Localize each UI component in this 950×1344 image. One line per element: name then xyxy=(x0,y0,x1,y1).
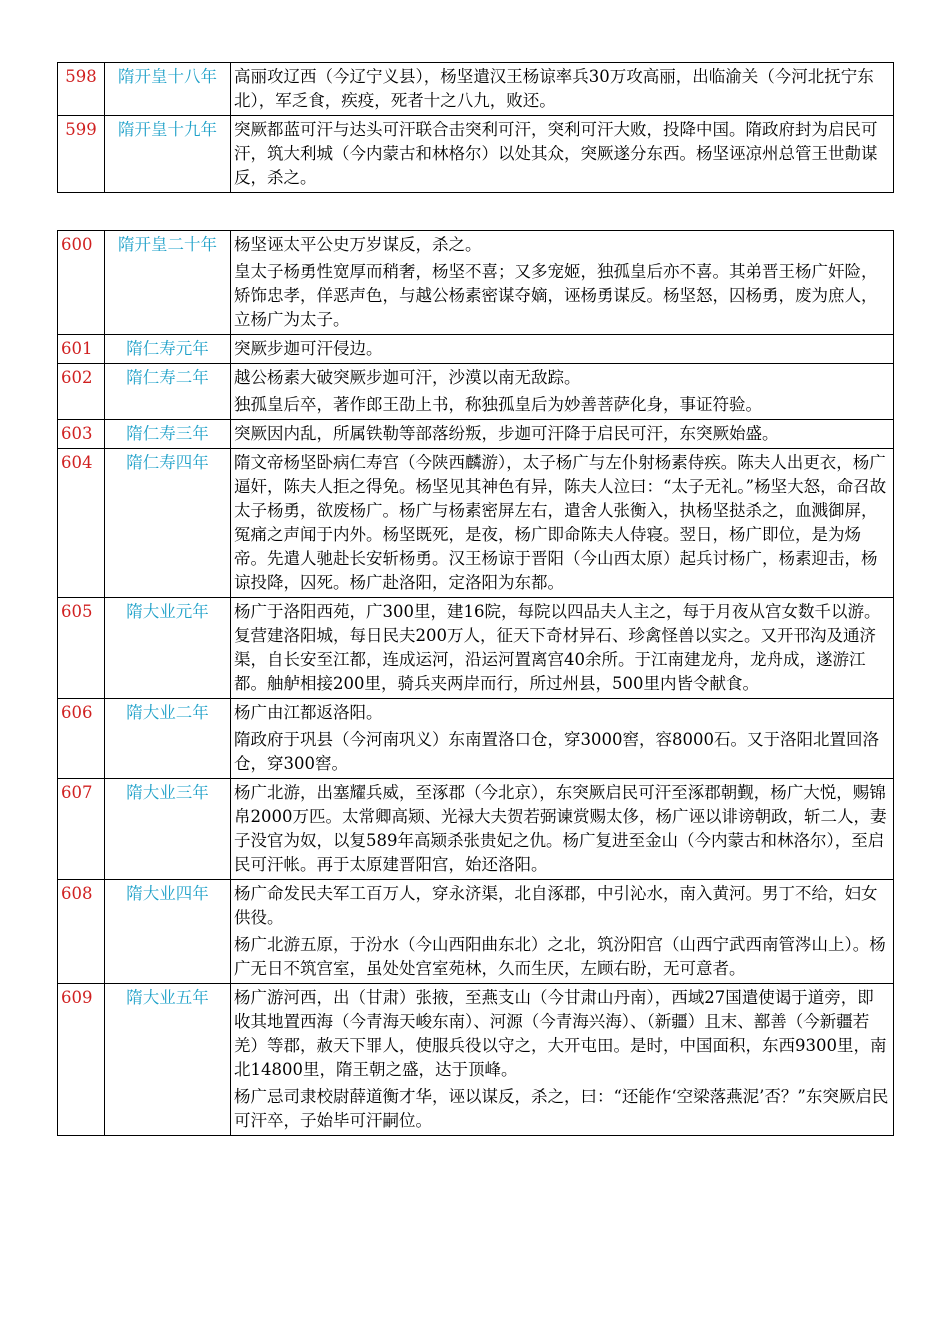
event-paragraph: 越公杨素大破突厥步迦可汗，沙漠以南无敌踪。 xyxy=(234,368,581,387)
event-paragraph: 杨广忌司隶校尉薛道衡才华，诬以谋反，杀之，曰：“还能作‘空梁落燕泥’否？”东突厥启民可汗卒，子始毕可汗嗣位。 xyxy=(234,1087,889,1130)
era-cell: 隋仁寿二年 xyxy=(105,364,231,420)
year-cell: 608 xyxy=(58,880,105,984)
events-cell xyxy=(231,63,894,116)
table-row xyxy=(58,880,894,984)
event-paragraph: 皇太子杨勇性宽厚而稍奢，杨坚不喜；又多宠姬，独孤皇后亦不喜。其弟晋王杨广奸险，矫饰忠孝，佯恶声色，与越公杨素密谋夺嫡，诬杨勇谋反。杨坚怒，囚杨勇，废为庶人，立杨广为太子。 xyxy=(234,262,878,329)
era-cell: 隋大业元年 xyxy=(105,598,231,699)
table-row xyxy=(58,231,894,335)
event-paragraph: 杨广命发民夫军工百万人，穿永济渠，北自涿郡，中引沁水，南入黄河。男丁不给，妇女供役。 xyxy=(234,884,878,927)
events-cell xyxy=(231,880,894,984)
event-paragraph: 隋文帝杨坚卧病仁寿宫（今陕西麟游），太子杨广与左仆射杨素侍疾。陈夫人出更衣，杨广逼奸，陈夫人拒之得免。杨坚见其神色有异，陈夫人泣曰：“太子无礼。”杨坚大怒，命召故太子杨勇，欲废杨广。杨广与杨素密屏左右，遣舍人张衡入，执杨坚挞杀之，血溅御屏，冤痛之声闻于内外。杨坚既死，是夜，杨广即命陈夫人侍寝。翌日，杨广即位，是为炀帝。先遣人驰赴长安斩杨勇。汉王杨谅于晋阳（今山西太原）起兵讨杨广，杨素迎击，杨谅投降，囚死。杨广赴洛阳，定洛阳为东都。 xyxy=(234,453,887,592)
era-cell: 隋大业三年 xyxy=(105,779,231,880)
year-cell: 605 xyxy=(58,598,105,699)
year-cell: 599 xyxy=(58,116,105,193)
year-cell: 606 xyxy=(58,699,105,779)
table-row xyxy=(58,116,894,193)
era-cell: 隋大业四年 xyxy=(105,880,231,984)
event-paragraph: 杨广北游，出塞耀兵威，至涿郡（今北京），东突厥启民可汗至涿郡朝觐，杨广大悦，赐锦帛2000万匹。太常卿高颎、光禄大夫贺若弼谏赏赐太侈，杨广诬以诽谤朝政，斩二人，妻子没官为奴，以复589年高颎杀张贵妃之仇。杨广复进至金山（今内蒙古和林洛尔），至启民可汗帐。再于太原建晋阳宫，始还洛阳。 xyxy=(234,783,887,874)
table-row xyxy=(58,420,894,449)
event-paragraph: 隋政府于巩县（今河南巩义）东南置洛口仓，穿3000窖，容8000石。又于洛阳北置回洛仓，穿300窖。 xyxy=(234,730,879,773)
events-cell xyxy=(231,420,894,449)
events-cell xyxy=(231,449,894,598)
event-paragraph: 杨广于洛阳西苑，广300里，建16院，每院以四品夫人主之，每于月夜从宫女数千以游。复营建洛阳城，每日民夫200万人，征天下奇材异石、珍禽怪兽以实之。又开邗沟及通济渠，自长安至江都，连成运河，沿运河置离宫40余所。于江南建龙舟，龙舟成，遂游江都。舳舻相接200里，骑兵夹两岸而行，所过州县，500里内皆令献食。 xyxy=(234,602,881,693)
table-row xyxy=(58,63,894,116)
era-cell: 隋大业二年 xyxy=(105,699,231,779)
events-cell xyxy=(231,116,894,193)
year-cell: 604 xyxy=(58,449,105,598)
event-paragraph: 杨坚诬太平公史万岁谋反，杀之。 xyxy=(234,235,482,254)
event-paragraph: 突厥都蓝可汗与达头可汗联合击突利可汗，突利可汗大败，投降中国。隋政府封为启民可汗，筑大利城（今内蒙古和林格尔）以处其众，突厥遂分东西。杨坚诬凉州总管王世勣谋反，杀之。 xyxy=(234,120,878,187)
year-cell: 598 xyxy=(58,63,105,116)
event-paragraph: 高丽攻辽西（今辽宁义县），杨坚遣汉王杨谅率兵30万攻高丽，出临渝关（今河北抚宁东北），军乏食，疾疫，死者十之八九，败还。 xyxy=(234,67,874,110)
year-cell: 600 xyxy=(58,231,105,335)
era-cell: 隋开皇十九年 xyxy=(105,116,231,193)
table-row xyxy=(58,449,894,598)
event-paragraph: 突厥步迦可汗侵边。 xyxy=(234,339,383,358)
year-cell: 602 xyxy=(58,364,105,420)
events-cell xyxy=(231,984,894,1136)
events-cell xyxy=(231,231,894,335)
chronology-table-2 xyxy=(57,230,894,1136)
event-paragraph: 杨广游河西，出（甘肃）张掖，至燕支山（今甘肃山丹南），西域27国遣使谒于道旁，即收其地置西海（今青海天峻东南）、河源（今青海兴海）、（新疆）且末、鄯善（今新疆若羌）等郡，赦天下罪人，使服兵役以守之，大开屯田。是时，中国面积，东西9300里，南北14800里，隋王朝之盛，达于顶峰。 xyxy=(234,988,887,1079)
table-row xyxy=(58,364,894,420)
chronology-table-1 xyxy=(57,62,894,193)
year-cell: 601 xyxy=(58,335,105,364)
events-cell xyxy=(231,335,894,364)
table-row xyxy=(58,598,894,699)
table-row xyxy=(58,984,894,1136)
event-paragraph: 独孤皇后卒，著作郎王劭上书，称独孤皇后为妙善菩萨化身，事证符验。 xyxy=(234,395,762,414)
table-row xyxy=(58,779,894,880)
era-cell: 隋仁寿四年 xyxy=(105,449,231,598)
era-cell: 隋开皇十八年 xyxy=(105,63,231,116)
era-cell: 隋大业五年 xyxy=(105,984,231,1136)
year-cell: 603 xyxy=(58,420,105,449)
events-cell xyxy=(231,598,894,699)
era-cell: 隋开皇二十年 xyxy=(105,231,231,335)
table-row xyxy=(58,699,894,779)
year-cell: 607 xyxy=(58,779,105,880)
era-cell: 隋仁寿元年 xyxy=(105,335,231,364)
table-row xyxy=(58,335,894,364)
event-paragraph: 突厥因内乱，所属铁勒等部落纷叛，步迦可汗降于启民可汗，东突厥始盛。 xyxy=(234,424,779,443)
events-cell xyxy=(231,699,894,779)
year-cell: 609 xyxy=(58,984,105,1136)
events-cell xyxy=(231,364,894,420)
event-paragraph: 杨广由江都返洛阳。 xyxy=(234,703,383,722)
events-cell xyxy=(231,779,894,880)
era-cell: 隋仁寿三年 xyxy=(105,420,231,449)
event-paragraph: 杨广北游五原，于汾水（今山西阳曲东北）之北，筑汾阳宫（山西宁武西南管涔山上）。杨广无日不筑宫室，虽处处宫室苑林，久而生厌，左顾右盼，无可意者。 xyxy=(234,935,886,978)
